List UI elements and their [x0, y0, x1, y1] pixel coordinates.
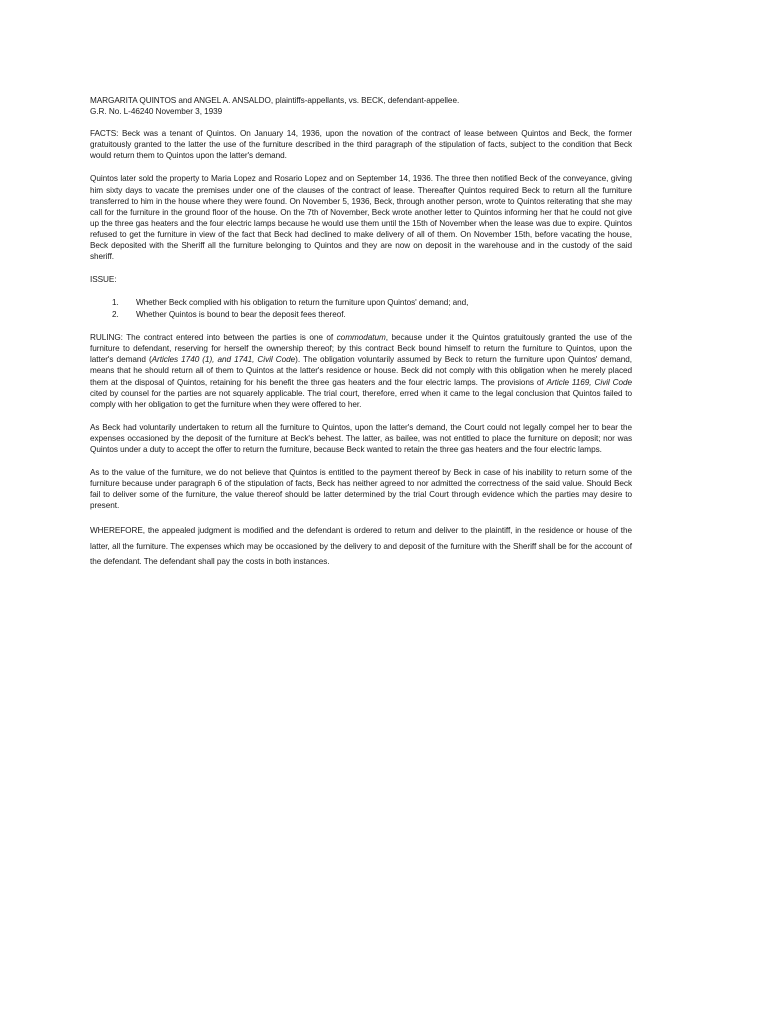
ruling-term: commodatum	[336, 333, 386, 343]
issue-number: 1.	[112, 298, 119, 308]
ruling-text: ). The obligation voluntarily assumed by Beck to return the furniture upon Quintos' demand, means that he should return all of them to Quintos at the latter's residence or house. Beck did not comply with this obligation when he merely placed them at the disposal of Quintos, retaining for his benefit the three gas heaters and the four electric lamps. The provisions of	[90, 355, 633, 387]
list-item	[90, 297, 632, 308]
ruling-text: cited by counsel for the parties are not squarely applicable. The trial court, therefore, erred when it came to the legal conclusion that Quintos failed to comply with her obligation to get the furniture when they were offered to her.	[90, 388, 632, 409]
facts-paragraph-1: FACTS: Beck was a tenant of Quintos. On January 14, 1936, upon the novation of the contract of lease between Quintos and Beck, the former gratuitously granted to the latter the use of the furniture described in the third paragraph of the stipulation of facts, subject to the condition that Beck would return them to Quintos upon the latter's demand.	[90, 129, 632, 161]
ruling-citation: Articles 1740 (1), and 1741, Civil Code	[151, 355, 296, 365]
ruling-paragraph-1	[90, 332, 632, 410]
facts-paragraph-2: Quintos later sold the property to Maria Lopez and Rosario Lopez and on September 14, 1936. The three then notified Beck of the conveyance, giving him sixty days to vacate the premises under one of the clauses of the contract of lease. Thereafter Quintos required Beck to return all the furniture transferred to him in the house where they were found. On November 5, 1936, Beck, through another person, wrote to Quintos reiterating that she may call for the furniture in the ground floor of the house. On the 7th of November, Beck wrote another letter to Quintos informing her that he could not give up the three gas heaters and the four electric lamps because he would use them until the 15th of November when the lease was due to expire. Quintos refused to get the furniture in view of the fact that Beck had declined to make delivery of all of them. On November 15th, before vacating the house, Beck deposited with the Sheriff all the furniture belonging to Quintos and they are now on deposit in the warehouse and in the custody of the said sheriff.	[90, 174, 632, 262]
case-header	[90, 95, 632, 117]
list-item	[90, 309, 632, 320]
document-page	[90, 95, 632, 570]
case-gr-number: G.R. No. L-46240 November 3, 1939	[90, 107, 223, 117]
issue-text: Whether Quintos is bound to bear the deposit fees thereof.	[136, 309, 346, 319]
issue-list	[90, 297, 632, 320]
wherefore-paragraph: WHEREFORE, the appealed judgment is modified and the defendant is ordered to return and deliver to the plaintiff, in the residence or house of the latter, all the furniture. The expenses which may be occasioned by the delivery to and deposit of the furniture with the Sheriff shall be for the account of the defendant. The defendant shall pay the costs in both instances.	[90, 526, 632, 567]
ruling-text: RULING: The contract entered into between the parties is one of	[90, 333, 337, 343]
issue-text: Whether Beck complied with his obligation to return the furniture upon Quintos' demand; and,	[136, 298, 469, 308]
issue-number: 2.	[112, 309, 119, 319]
ruling-paragraph-2: As Beck had voluntarily undertaken to return all the furniture to Quintos, upon the latter's demand, the Court could not legally compel her to bear the expenses occasioned by the deposit of the furniture at Beck's behest. The latter, as bailee, was not entitled to place the furniture on deposit; nor was Quintos under a duty to accept the offer to return the furniture, because Beck wanted to retain the three gas heaters and the four electric lamps.	[90, 422, 632, 454]
case-parties: MARGARITA QUINTOS and ANGEL A. ANSALDO, plaintiffs-appellants, vs. BECK, defendant-appellee.	[90, 96, 460, 105]
ruling-text: , because under it the Quintos gratuitously granted the use of the furniture to defendant, reserving for herself the ownership thereof; by this contract Beck bound himself to return the furniture to Quintos, upon the latter's demand (	[90, 333, 632, 365]
ruling-citation: Article 1169, Civil Code	[546, 377, 632, 387]
ruling-paragraph-3: As to the value of the furniture, we do not believe that Quintos is entitled to the payment thereof by Beck in case of his inability to return some of the furniture because under paragraph 6 of the stipulation of facts, Beck has neither agreed to nor admitted the correctness of the said value. Should Beck fail to deliver some of the furniture, the value thereof should be latter determined by the trial Court through evidence which the parties may desire to present.	[90, 468, 632, 511]
issue-heading: ISSUE:	[90, 275, 117, 285]
